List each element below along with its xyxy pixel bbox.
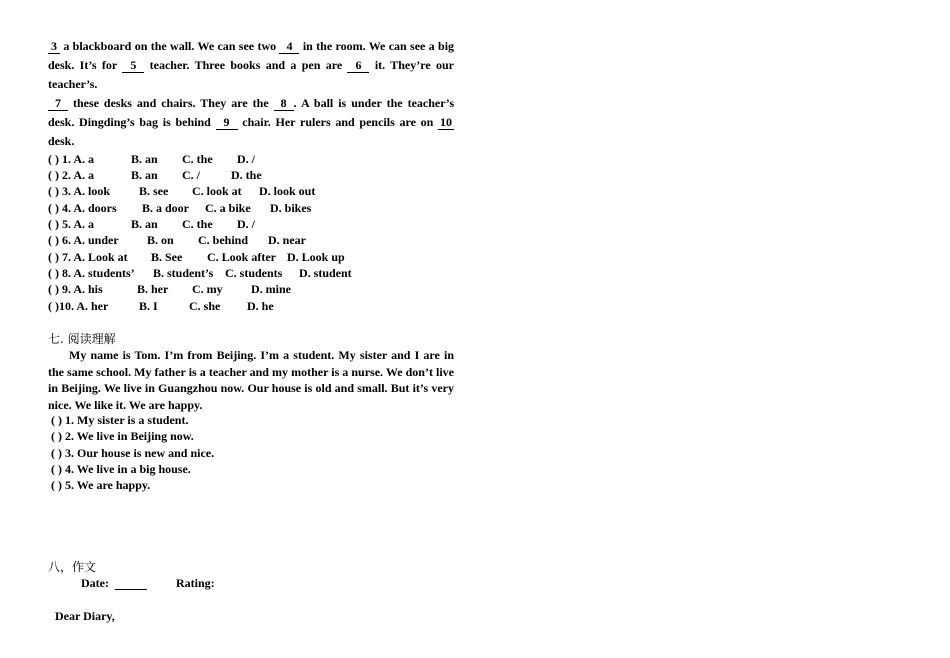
cloze-text: it. They’re our teacher’s. xyxy=(48,58,455,91)
cloze-text: teacher. Three books and a pen are xyxy=(149,58,343,72)
cloze-text: chair. Her rulers and pencils are on xyxy=(242,115,434,129)
cloze-paragraph-2 xyxy=(48,94,454,151)
blank-9: 9 xyxy=(216,116,238,130)
cloze-text: a blackboard on the wall. We can see two xyxy=(63,39,277,53)
reading-heading: 七. 阅读理解 xyxy=(48,332,116,346)
blank-10: 10 xyxy=(440,115,453,129)
blank-7: 7 xyxy=(48,97,68,111)
blank-5: 5 xyxy=(122,59,144,73)
date-blank xyxy=(115,577,147,590)
blank-8: 8 xyxy=(274,97,294,111)
cloze-text: desk. xyxy=(48,134,75,148)
blank-6: 6 xyxy=(347,59,369,73)
blank-4: 4 xyxy=(279,40,299,54)
reading-question: ( ) 3. Our house is new and nice. xyxy=(51,446,215,460)
cloze-text: these desks and chairs. They are the xyxy=(72,96,269,110)
reading-passage: My name is Tom. I’m from Beijing. I’m a student. My sister and I are in the same school. My father is a teacher and my mother is a nurse. We don’t live in Beijing. We live in Guangzhou now. Our house is old and small. But it’s very nice. We like it. We are happy. xyxy=(48,348,454,412)
date-label: Date: xyxy=(81,576,109,590)
cloze-text: . A ball is under the teacher’s desk. Dingding’s bag is behind xyxy=(48,96,454,129)
cloze-paragraph-1 xyxy=(48,37,454,94)
reading-question: ( ) 1. My sister is a student. xyxy=(51,413,189,427)
reading-question: ( ) 2. We live in Beijing now. xyxy=(51,429,194,443)
rating-label: Rating: xyxy=(176,576,215,590)
worksheet-page: 3 a blackboard on the wall. We can see two 4 in the room. We can see a big desk. It’s for 5 teacher. Three books and a pen are 6 it. They’re our teacher’s. 7 these desks and chairs. They are the 8 . A ball is under the teacher’s desk. Dingding’s bag is behind 9 chair. Her rulers and pencils are on 10 desk. ( ) 1. A. a B. an C. the D. / ( ) 2. A. a B. an C. / D. the ( ) 3. A. look B. see C. look at D. look out ( ) 4. A. doors B. a door C. a bike D. bikes ( ) 5. A. a B. an C. the D. / ( ) 6. A. under B. on C. behind D. near ( ) 7. A. Look at B. See C. Look after D. Look up ( ) 8. A. students’ B. student’s C. students D. student ( ) 9. A. his B. her C. my D. mine ( )10. A. her B. I C. she D. he 七. 阅读理解 My name is Tom. I’m from Beijing. I’m a student. My sister and I are in the same school. My father is a teacher and my mother is a nurse. We don’t live in Beijing. We live in Guangzhou now. Our house is old and small. But it’s very nice. We like it. We are happy. ( ) 1. My sister is a student. ( ) 2. We live in Beijing now. ( ) 3. Our house is new and nice. ( ) 4. We live in a big house. ( ) 5. We are happy. 八，作文 Date: Rating: Dear Diary, xyxy=(48,39,455,623)
blank-3: 3 xyxy=(48,40,60,54)
cloze-text: in the room. We can see a big desk. It’s for xyxy=(48,39,455,72)
writing-heading: 八，作文 xyxy=(48,560,97,574)
reading-question: ( ) 4. We live in a big house. xyxy=(51,462,191,476)
diary-greeting: Dear Diary, xyxy=(55,609,115,623)
reading-question: ( ) 5. We are happy. xyxy=(51,478,151,492)
